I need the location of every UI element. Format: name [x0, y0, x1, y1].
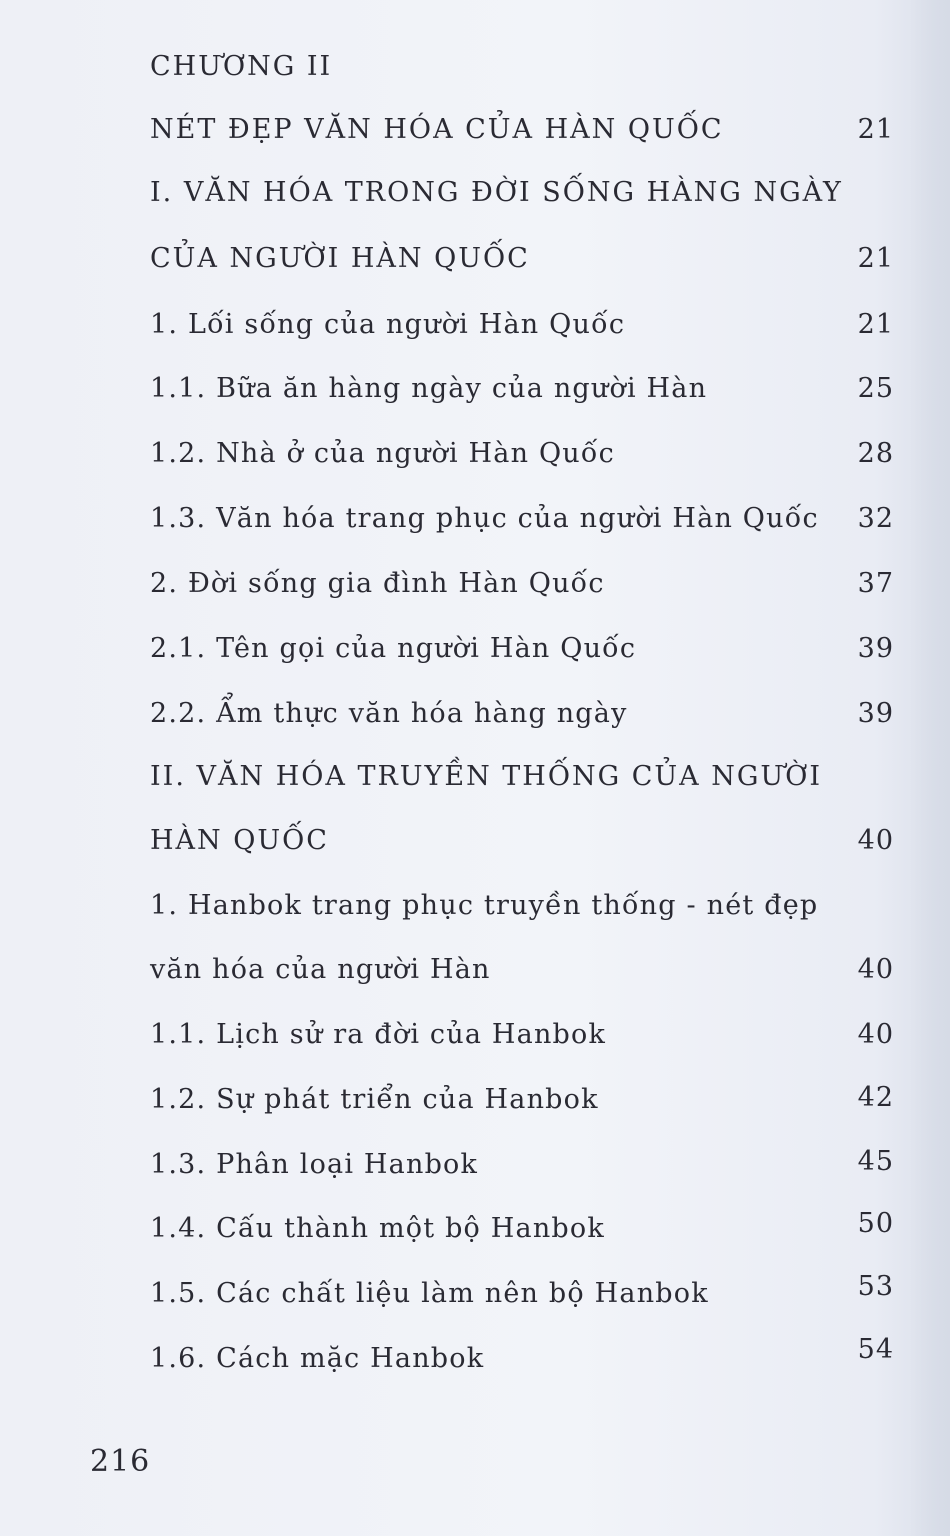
toc-entry-text: II. VĂN HÓA TRUYỀN THỐNG CỦA NGƯỜI: [150, 761, 823, 792]
toc-entry-text: NÉT ĐẸP VĂN HÓA CỦA HÀN QUỐC: [150, 114, 724, 145]
toc-entry-page: 39: [857, 698, 894, 729]
toc-entry-page: 40: [857, 954, 894, 985]
toc-entry-text: 1. Hanbok trang phục truyền thống - nét đẹp: [150, 890, 819, 921]
page-edge-shadow: [910, 0, 950, 1536]
toc-entry-text: CỦA NGƯỜI HÀN QUỐC: [150, 243, 530, 274]
page-number: 216: [90, 1444, 151, 1479]
toc-entry-page: 42: [857, 1082, 894, 1113]
toc-entry-page: 53: [857, 1271, 894, 1302]
toc-entry-text: 2.1. Tên gọi của người Hàn Quốc: [150, 633, 637, 664]
toc-entry-page: 28: [857, 438, 894, 469]
toc-entry-page: 39: [857, 633, 894, 664]
toc-entry-text: 1.6. Cách mặc Hanbok: [150, 1343, 485, 1374]
toc-entry-page: 21: [857, 114, 894, 145]
toc-entry-page: 50: [857, 1208, 894, 1239]
toc-entry-page: 40: [857, 825, 894, 856]
toc-entry-text: văn hóa của người Hàn: [150, 954, 491, 985]
toc-entry-text: 1.1. Lịch sử ra đời của Hanbok: [150, 1019, 607, 1050]
toc-entry-text: 1.5. Các chất liệu làm nên bộ Hanbok: [150, 1278, 709, 1309]
toc-entry-page: 54: [857, 1334, 894, 1365]
toc-entry-text: 2. Đời sống gia đình Hàn Quốc: [150, 568, 605, 599]
toc-entry-text: 1.2. Sự phát triển của Hanbok: [150, 1084, 599, 1115]
toc-entry-page: 45: [857, 1146, 894, 1177]
toc-entry-page: 21: [857, 243, 894, 274]
toc-entry-page: 25: [857, 373, 894, 404]
toc-entry-text: 1.1. Bữa ăn hàng ngày của người Hàn: [150, 373, 708, 404]
toc-entry-page: 21: [857, 309, 894, 340]
toc-entry-text: 1.3. Văn hóa trang phục của người Hàn Quốc: [150, 503, 819, 534]
toc-entry-text: 1.2. Nhà ở của người Hàn Quốc: [150, 438, 615, 469]
toc-entry-text: 1.4. Cấu thành một bộ Hanbok: [150, 1213, 605, 1244]
toc-entry-text: I. VĂN HÓA TRONG ĐỜI SỐNG HÀNG NGÀY: [150, 177, 843, 208]
toc-entry-page: 32: [857, 503, 894, 534]
toc-entry-text: 2.2. Ẩm thực văn hóa hàng ngày: [150, 698, 628, 729]
toc-entry-text: 1.3. Phân loại Hanbok: [150, 1149, 479, 1180]
toc-entry-page: 37: [857, 568, 894, 599]
toc-entry-page: 40: [857, 1019, 894, 1050]
toc-entry-text: 1. Lối sống của người Hàn Quốc: [150, 309, 626, 340]
toc-entry-text: CHƯƠNG II: [150, 51, 333, 82]
toc-entry-text: HÀN QUỐC: [150, 825, 329, 856]
